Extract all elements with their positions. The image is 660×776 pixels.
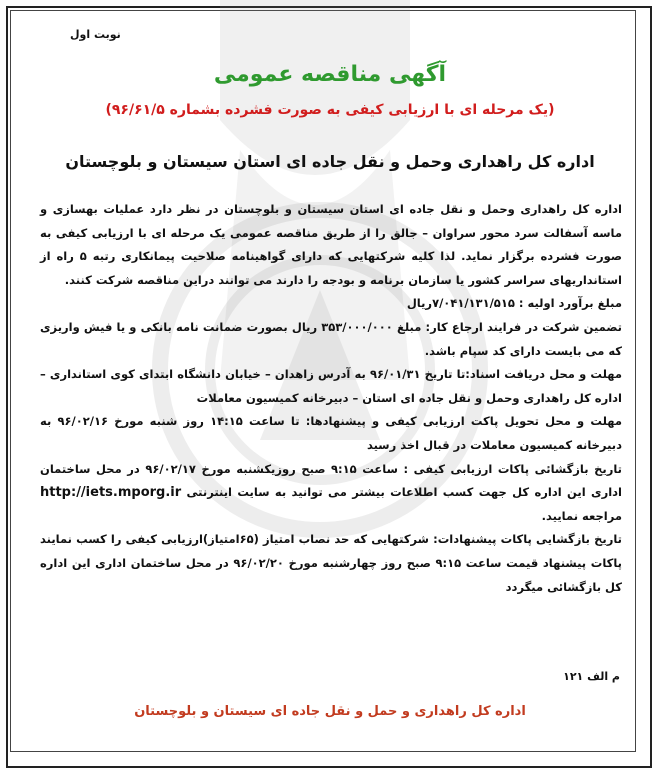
tender-subtitle: (یک مرحله ای با ارزیابی کیفی به صورت فشرده بشماره ۹۶/۶۱/۵) bbox=[105, 102, 555, 118]
guarantee-paragraph: تضمین شرکت در فرایند ارجاع کار: مبلغ ۳۵۳/۰۰۰/۰۰۰ ریال بصورت ضمانت نامه بانکی و یا فیش واریزی که می بایست دارای کد سپام باشد. bbox=[40, 319, 622, 358]
notice-body bbox=[40, 198, 622, 599]
delivery-paragraph: مهلت و محل تحویل پاکت ارزیابی کیفی و پیشنهادها: تا ساعت ۱۴:۱۵ روز شنبه مورخ ۹۶/۰۲/۱۶ به دبیرخانه کمیسیون معاملات در قبال اخذ رسید bbox=[40, 414, 622, 452]
opening-quality-paragraph bbox=[40, 458, 622, 529]
estimate-line: مبلغ برآورد اولیه : ۷/۰۴۱/۱۳۱/۵۱۵ریال bbox=[406, 296, 622, 311]
opening-offers-paragraph: تاریخ بازگشایی پاکات پیشنهادات: شرکتهایی که حد نصاب امتیاز (۶۵امتیاز)ارزیابی کیفی را کسب نمایند پاکات پیشنهاد قیمت ساعت ۹:۱۵ صبح روز چهارشنبه مورخ ۹۶/۰۲/۲۰ در محل ساختمان اداری این اداره کل بازگشائی میگردد bbox=[40, 532, 622, 594]
website-link[interactable]: http://iets.mporg.ir bbox=[40, 485, 182, 501]
intro-paragraph: اداره کل راهداری وحمل و نقل جاده ای استان سیستان و بلوچستان در نظر دارد عملیات بهسازی و ماسه آسفالت سرد محور سراوان – جالق را از طریق مناقصه عمومی یک مرحله ای با ارزیابی کیفی به صورت فشرده برگزار نماید. لذا کلیه شرکتهایی که دارای گواهینامه صلاحیت پیمانکاری رتبه ۵ راه از استانداریهای سراسر کشور یا سازمان برنامه و بودجه را دارند می توانند دراین مناقصه شرکت کنند. bbox=[40, 202, 622, 287]
documents-paragraph: مهلت و محل دریافت اسناد:تا تاریخ ۹۶/۰۱/۳۱ به آدرس زاهدان – خیابان دانشگاه ابتدای کوی استانداری – اداره کل راهداری وحمل و نقل جاده ای استان – دبیرخانه کمیسیون معاملات bbox=[40, 367, 622, 405]
opening-quality-end: مراجعه نمایید. bbox=[541, 508, 622, 523]
organization-heading: اداره کل راهداری وحمل و نقل جاده ای استان سیستان و بلوچستان bbox=[65, 152, 595, 171]
footer-signature: اداره کل راهداری و حمل و نقل جاده ای سیستان و بلوچستان bbox=[134, 704, 526, 719]
turn-label: نوبت اول bbox=[70, 28, 121, 41]
opening-quality-text: تاریخ بازگشائی پاکات ارزیابی کیفی : ساعت ۹:۱۵ صبح روزیکشنبه مورخ ۹۶/۰۲/۱۷ در محل ساختمان اداری این اداره کل جهت کسب اطلاعات بیشتر می توانید به سایت اینترنتی bbox=[40, 461, 623, 500]
notice-code: م الف ۱۲۱ bbox=[563, 670, 620, 683]
page-title: آگهی مناقصه عمومی bbox=[213, 62, 447, 87]
